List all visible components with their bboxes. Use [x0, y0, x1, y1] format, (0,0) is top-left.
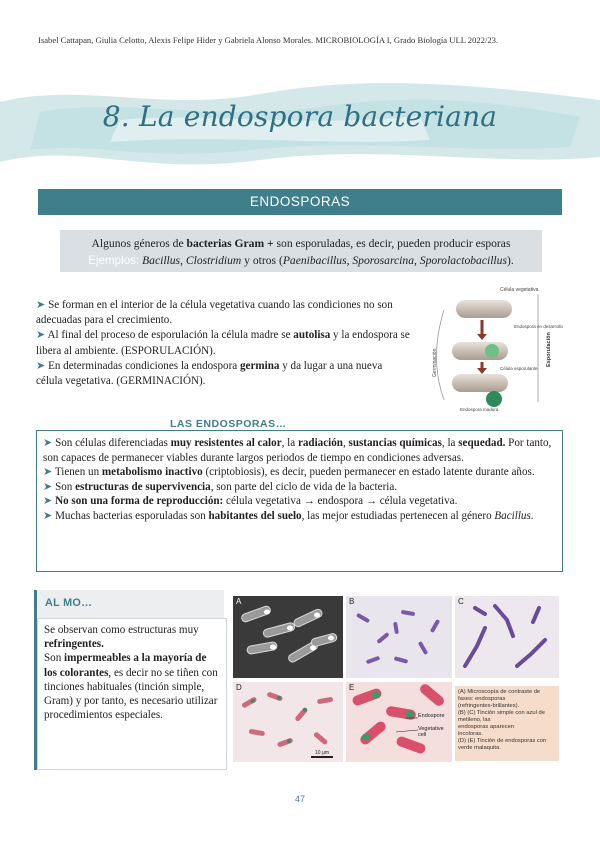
micrograph-c-simple-stain — [455, 596, 559, 678]
intro-text: , — [180, 254, 186, 267]
body-bold: refringentes. — [44, 638, 104, 651]
micrograph-b-simple-stain — [346, 596, 452, 678]
page-title: 8. La endospora bacteriana — [102, 100, 498, 133]
intro-text: ). — [506, 254, 514, 267]
label-sporulation: Esporulación — [546, 332, 552, 367]
arrow-bullet-icon: ➤ — [43, 437, 53, 449]
list-text: En determinadas condiciones la endospora — [45, 359, 240, 372]
arrow-bullet-icon: ➤ — [43, 509, 53, 522]
list-item — [43, 465, 556, 480]
caption-line: (B) (C) Tinción simple con azul de metileno, las — [458, 710, 545, 723]
paragraph — [44, 651, 220, 722]
vegetative-cell-shape — [456, 300, 512, 318]
intro-text: y otros ( — [241, 254, 283, 267]
page-number: 47 — [294, 794, 305, 804]
list-item — [43, 509, 556, 524]
arrow-bullet-icon: ➤ — [43, 480, 53, 493]
micrograph-d-endospore-stain — [233, 682, 343, 762]
mature-endospore-shape — [486, 391, 502, 407]
label-vegetative-cell: Célula vegetativa — [500, 287, 539, 293]
list-text: , la — [281, 437, 298, 449]
endospore-label: Endospore — [418, 713, 445, 719]
list-bold: radiación — [297, 437, 343, 449]
panel-label: C — [458, 597, 464, 606]
genus-name: Bacillus — [139, 254, 181, 267]
caption-line: (D) (E) Tinción de endosporas con verde malaquita. — [458, 738, 547, 751]
list-text: , son parte del ciclo de vida de la bacteria. — [210, 480, 398, 493]
list-text: Son — [52, 480, 76, 493]
list-bold: muy resistentes al calor — [170, 437, 282, 449]
list-bold: sequedad. — [458, 437, 506, 449]
scale-bar-label: 10 µm — [315, 750, 329, 756]
label-developing-endospore: Endospora en desarrollo — [514, 324, 564, 329]
list-text: , las mejor estudiadas pertenecen al género — [301, 509, 495, 522]
list-text: Muchas bacterias esporuladas son — [52, 509, 209, 522]
micrograph-caption — [455, 686, 559, 761]
paragraph — [44, 623, 220, 651]
panel-label: E — [349, 683, 355, 692]
label-sporulating-cell: Célula esporulante — [500, 366, 538, 371]
box-body — [37, 618, 227, 770]
list-text: Son células diferenciadas — [52, 437, 171, 449]
micrograph-a-phase-contrast — [233, 596, 343, 678]
caption-line: incoloras. — [458, 731, 483, 737]
intro-bold: bacterias Gram + — [186, 237, 274, 250]
label-mature-endospore: Endospora madura — [460, 407, 499, 412]
genus-name: Bacillus — [494, 509, 531, 522]
developing-endospore-shape — [485, 344, 499, 358]
examples-label: Ejemplos: — [88, 254, 140, 267]
list-text: . — [530, 509, 534, 522]
intro-text: Algunos géneros de — [91, 237, 187, 250]
list-text: y da lugar a una nueva célula vegetativa. (GERMINACIÓN). — [36, 359, 383, 388]
caption-line: (A) Microscopía de contraste de fases: endosporas — [458, 689, 541, 702]
list-bold: sustancias químicas — [348, 437, 442, 449]
running-header: Isabel Cattapan, Giulia Celotto, Alexis Felipe Hider y Gabriela Alonso Morales. MICROBIOLOGÍA I, Grado Biología ULL 2022/23. — [38, 35, 499, 45]
list-text: Tienen un — [52, 466, 102, 479]
body-text: Se observan como estructuras muy — [44, 624, 199, 636]
caption-line: (refringentes-brillantes). — [458, 703, 520, 709]
section-heading: ENDOSPORAS — [38, 189, 562, 215]
mother-cell-shape — [452, 374, 508, 392]
vegetative-cell-label: Vegetative cell — [418, 726, 444, 738]
panel-label: A — [236, 597, 242, 606]
intro-text: son esporuladas, es decir, pueden producir esporas — [273, 237, 511, 250]
list-item — [43, 480, 556, 495]
body-text: Son — [44, 652, 65, 665]
caption-line: endosporas aparecen — [458, 724, 515, 730]
arrow-bullet-icon: ➤ — [43, 495, 53, 508]
arrow-bullet-icon: ➤ — [43, 466, 53, 479]
list-item — [43, 494, 556, 509]
subheading: LAS ENDOSPORAS… — [170, 418, 287, 430]
micrograph-e-endospore-stain — [346, 682, 452, 762]
body-text: , es decir no se tiñen con tinciones habituales (tinción simple, Gram) y por tanto, es necesario utilizar procedimientos especiales. — [44, 666, 218, 722]
arrow-bullet-icon: ➤ — [36, 359, 46, 372]
sporulating-cell-shape — [452, 342, 508, 360]
list-text: y la endospora se libera al ambiente. (ESPORULACIÓN). — [36, 329, 410, 357]
sporulation-cycle-diagram — [430, 282, 570, 412]
list-text: Al final del proceso de esporulación la célula madre se — [45, 329, 294, 342]
list-bold: metabolismo inactivo — [101, 466, 203, 479]
genus-names: Paenibacillus, Sporosarcina, Sporolactobacillus — [282, 254, 507, 267]
endospore-properties-box — [36, 430, 563, 572]
list-bold: habitantes del suelo — [208, 509, 302, 522]
intro-box — [60, 230, 542, 272]
list-text: (criptobiosis), es decir, pueden permanecer en estado latente durante años. — [202, 466, 535, 479]
list-item — [36, 359, 411, 389]
list-bold: estructuras de supervivencia — [75, 480, 211, 493]
panel-label: B — [349, 597, 355, 606]
optical-microscopy-box — [34, 590, 224, 770]
box-heading: AL MO… — [45, 597, 93, 609]
process-list — [36, 298, 411, 389]
list-item — [43, 436, 556, 465]
genus-name: Clostridium — [185, 254, 242, 267]
label-germination: Germinación — [432, 348, 438, 377]
list-text: Por tanto, son capaces de permanecer viables durante largos periodos de tiempo en condiciones adversas. — [43, 437, 552, 464]
list-text: Se forman en el interior de la célula vegetativa cuando las condiciones no son adecuadas para el crecimiento. — [36, 299, 393, 327]
list-item — [36, 298, 411, 328]
arrow-bullet-icon: ➤ — [36, 329, 46, 342]
list-bold: No son una forma de reproducción: — [55, 495, 224, 508]
list-item — [36, 328, 411, 358]
panel-label: D — [236, 683, 242, 692]
body-bold: impermeables a la mayoría de los colorantes — [44, 652, 207, 679]
list-bold: autolisa — [293, 329, 331, 342]
list-text: célula vegetativa → endospora → célula vegetativa. — [223, 495, 458, 508]
list-text: , la — [441, 437, 459, 449]
arrow-bullet-icon: ➤ — [36, 299, 46, 311]
list-text: , — [342, 437, 349, 449]
list-bold: germina — [240, 359, 280, 372]
